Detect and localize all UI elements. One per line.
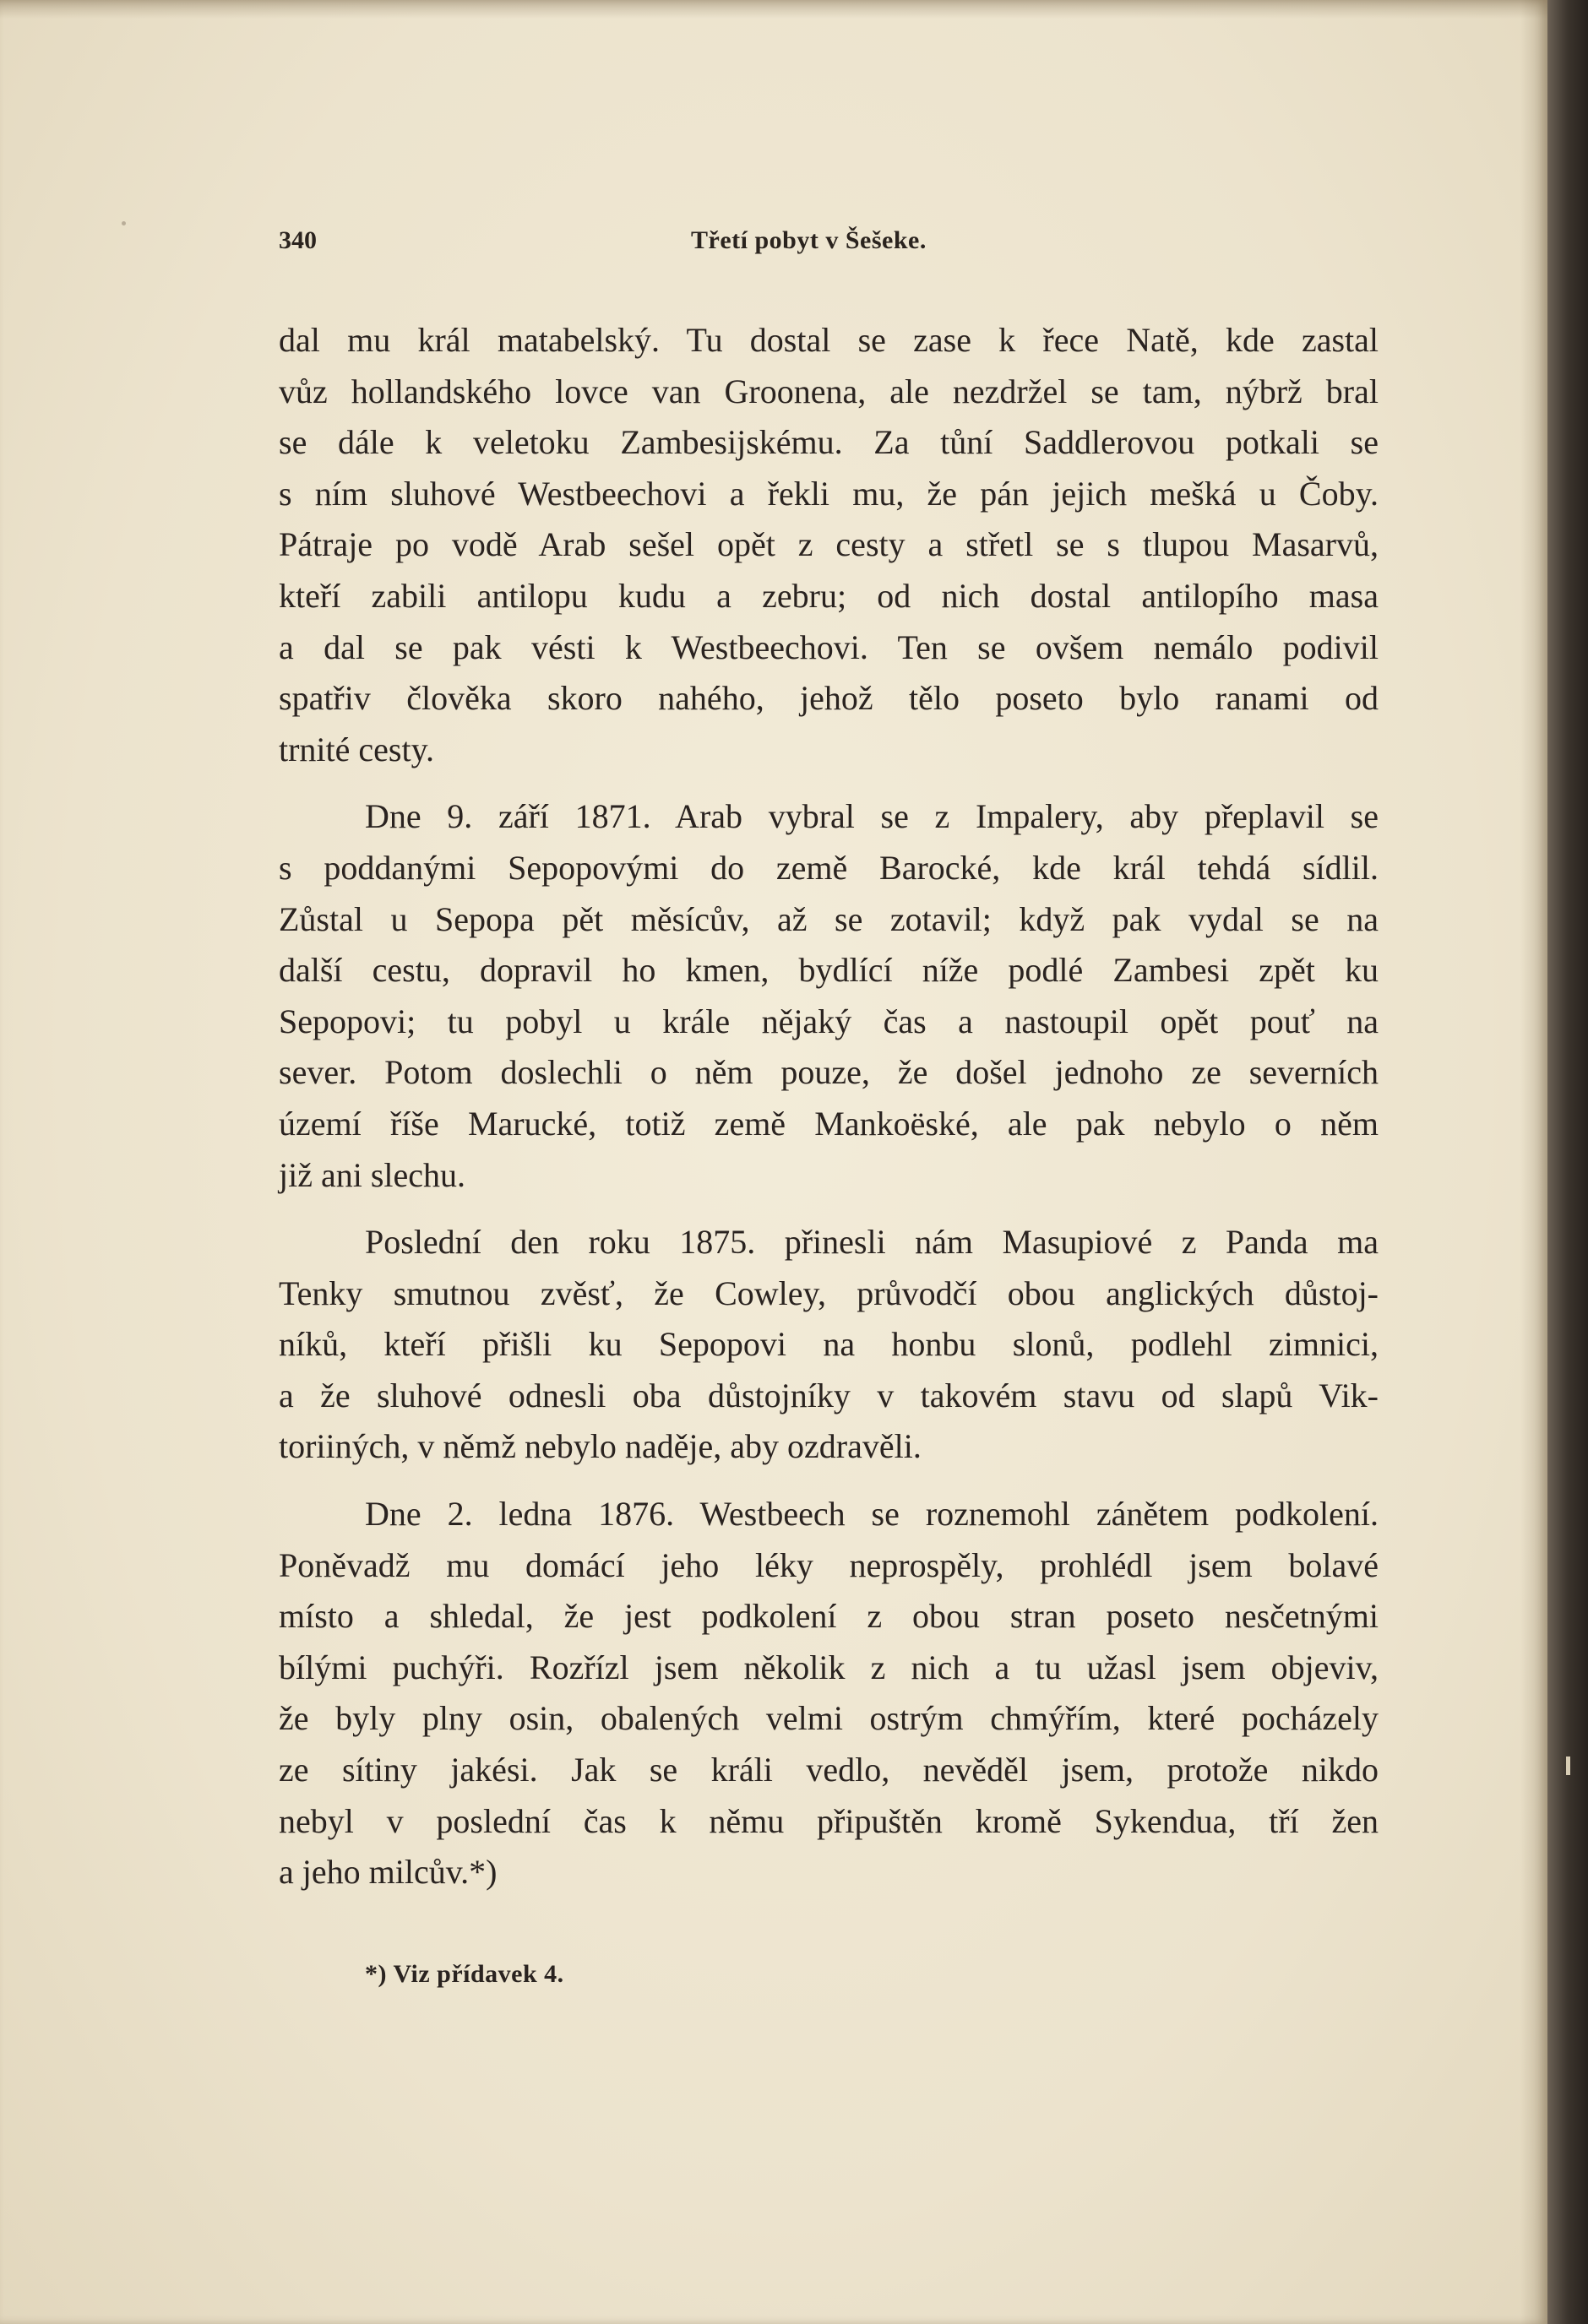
running-title: Třetí pobyt v Šešeke.: [691, 226, 927, 254]
text-line: a jeho milcův.*): [279, 1853, 498, 1892]
paragraph: [279, 315, 1379, 775]
text-line: dal mu král matabelský. Tu dostal se zase k řece Natě, kde zastal: [279, 321, 1379, 359]
text-line: vůz hollandského lovce van Groonena, ale nezdržel se tam, nýbrž bral: [279, 372, 1379, 410]
text-line: a že sluhové odnesli oba důstojníky v takovém stavu od slapů Vik-: [279, 1376, 1379, 1414]
text-line: území říše Marucké, totiž země Mankoëské, ale pak nebylo o něm: [279, 1104, 1379, 1143]
text-line: bílými puchýři. Rozřízl jsem několik z nich a tu užasl jsem objeviv,: [279, 1648, 1379, 1686]
text-line: toriiných, v němž nebylo naděje, aby ozdravěli.: [279, 1427, 922, 1466]
text-line: nebyl v poslední čas k němu připuštěn kromě Sykendua, tří žen: [279, 1801, 1379, 1840]
text-line: Pátraje po vodě Arab sešel opět z cesty a střetl se s tlupou Masarvů,: [279, 525, 1379, 564]
text-line: trnité cesty.: [279, 730, 435, 768]
text-line: Poněvadž mu domácí jeho léky neprospěly, prohlédl jsem bolavé: [279, 1545, 1379, 1584]
text-line: další cestu, dopravil ho kmen, bydlící níže podlé Zambesi zpět ku: [279, 951, 1379, 990]
text-line: již ani slechu.: [279, 1155, 466, 1194]
text-line: Sepopovi; tu pobyl u krále nějaký čas a nastoupil opět pouť na: [279, 1002, 1379, 1040]
text-line: že byly plny osin, obalených velmi ostrým chmýřím, které pocházely: [279, 1699, 1379, 1738]
text-line: Dne 2. ledna 1876. Westbeech se roznemohl zánětem podkolení.: [365, 1495, 1379, 1534]
paper-speck: [122, 221, 126, 225]
text-line: níků, kteří přišli ku Sepopovi na honbu slonů, podlehl zimnici,: [279, 1325, 1379, 1364]
text-line: a dal se pak vésti k Westbeechovi. Ten se ovšem nemálo podivil: [279, 627, 1379, 666]
text-line: kteří zabili antilopu kudu a zebru; od nich dostal antilopího masa: [279, 576, 1379, 615]
body-text: [279, 315, 1379, 1914]
paragraph: [279, 1489, 1379, 1898]
text-line: místo a shledal, že jest podkolení z obou stran poseto nesčetnými: [279, 1597, 1379, 1636]
footnote: *) Viz přídavek 4.: [365, 1960, 564, 1988]
paragraph: [279, 791, 1379, 1201]
text-line: s poddanými Sepopovými do země Barocké, kde král tehdá sídlil.: [279, 848, 1379, 887]
paragraph: [279, 1217, 1379, 1473]
text-line: spatřiv člověka skoro nahého, jehož tělo poseto bylo ranami od: [279, 679, 1379, 718]
book-edge: [1547, 0, 1588, 2324]
text-line: Dne 9. září 1871. Arab vybral se z Impalery, aby přeplavil se: [365, 797, 1379, 836]
page-number: 340: [279, 226, 317, 254]
page-top-shadow: [0, 0, 1547, 19]
text-line: Poslední den roku 1875. přinesli nám Masupiové z Panda ma: [365, 1223, 1379, 1262]
text-line: sever. Potom doslechli o něm pouze, že došel jednoho ze severních: [279, 1053, 1379, 1092]
text-line: Tenky smutnou zvěsť, že Cowley, průvodčí obou anglických důstoj-: [279, 1273, 1379, 1312]
text-line: Zůstal u Sepopa pět měsícův, až se zotavil; když pak vydal se na: [279, 899, 1379, 938]
text-line: se dále k veletoku Zambesijskému. Za tůní Saddlerovou potkali se: [279, 423, 1379, 462]
text-line: ze sítiny jakési. Jak se králi vedlo, nevěděl jsem, protože nikdo: [279, 1751, 1379, 1789]
page-fold-shadow: [1520, 0, 1547, 2324]
edge-mark: [1566, 1757, 1570, 1775]
page-header: [279, 226, 1377, 269]
text-line: s ním sluhové Westbeechovi a řekli mu, že pán jejich mešká u Čoby.: [279, 474, 1379, 513]
